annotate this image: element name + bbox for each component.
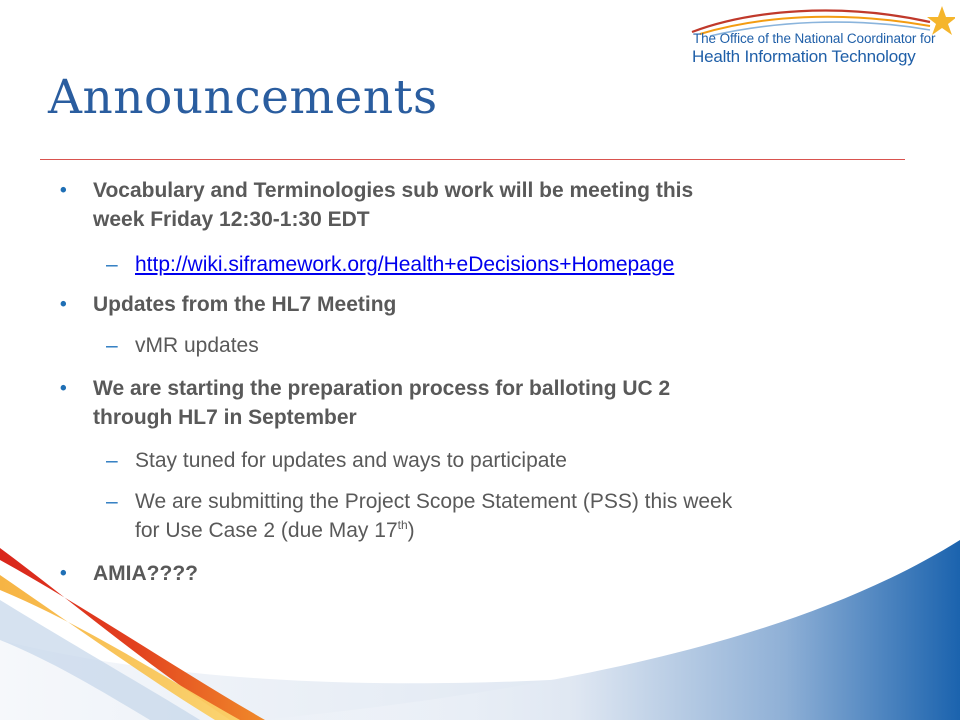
list-item-text-line2: through HL7 in September (93, 406, 357, 429)
dash-icon: – (106, 334, 118, 357)
list-item (93, 290, 396, 319)
wiki-link[interactable]: http://wiki.siframework.org/Health+eDecisions+Homepage (135, 253, 675, 276)
list-item-text-line2: for Use Case 2 (due May 17th) (135, 518, 415, 542)
list-item-text: Stay tuned for updates and ways to participate (135, 449, 567, 472)
list-item (135, 446, 567, 475)
list-item-text: Vocabulary and Terminologies sub work will be meeting this (93, 179, 694, 202)
slide-title: Announcements (48, 70, 438, 125)
list-item (135, 487, 732, 545)
list-item-text: vMR updates (135, 334, 259, 357)
dash-icon: – (106, 449, 118, 472)
list-item (135, 250, 674, 279)
dash-icon: – (106, 253, 118, 276)
dash-icon: – (106, 490, 118, 513)
list-item (135, 331, 259, 360)
list-item-text: We are submitting the Project Scope Statement (PSS) this week (135, 490, 733, 513)
list-item-text: Updates from the HL7 Meeting (93, 293, 397, 316)
list-item-text: AMIA???? (93, 562, 198, 585)
list-item (93, 374, 670, 432)
bullet-icon: • (60, 563, 67, 584)
bullet-icon: • (60, 294, 67, 315)
list-item (93, 176, 693, 234)
logo-line1: The Office of the National Coordinator for (693, 31, 936, 46)
bullet-icon: • (60, 378, 67, 399)
logo-line2: Health Information Technology (692, 47, 916, 66)
bullet-icon: • (60, 180, 67, 201)
list-item-text-line2: week Friday 12:30-1:30 EDT (93, 208, 370, 231)
list-item (93, 559, 198, 588)
list-item-text: We are starting the preparation process for balloting UC 2 (93, 377, 671, 400)
